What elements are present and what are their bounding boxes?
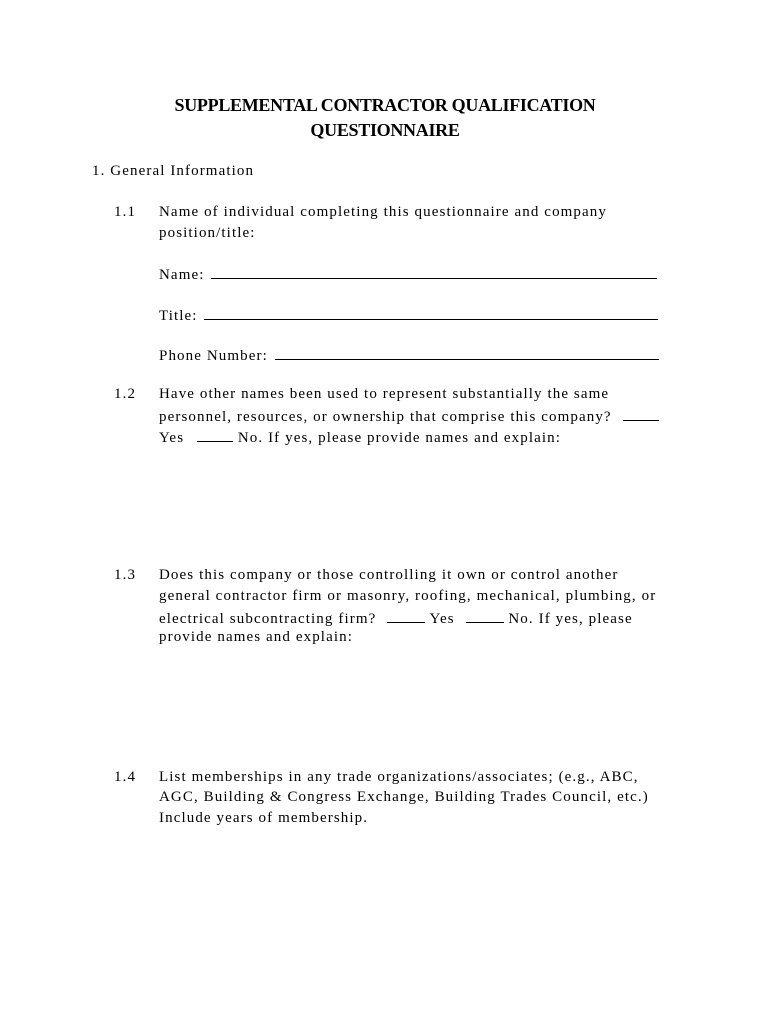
phone-blank-line[interactable] — [275, 345, 659, 360]
document-title-line2: QUESTIONNAIRE — [310, 120, 460, 140]
question-text-line — [159, 406, 659, 426]
question-text-line: general contractor firm or masonry, roofing, mechanical, plumbing, or — [159, 588, 657, 604]
phone-field-row — [159, 345, 659, 365]
question-text-line: Does this company or those controlling it own or control another — [159, 567, 619, 583]
section-heading: 1. General Information — [92, 163, 255, 179]
question-number: 1.4 — [114, 769, 137, 785]
question-number: 1.1 — [114, 204, 137, 220]
question-text-line — [159, 427, 561, 447]
yes-blank-line[interactable] — [387, 608, 425, 623]
question-text-line — [159, 608, 633, 628]
question-text: personnel, resources, or ownership that comprise this company? — [159, 409, 612, 425]
question-text-line: Name of individual completing this questionnaire and company — [159, 204, 607, 220]
title-blank-line[interactable] — [204, 305, 658, 320]
name-blank-line[interactable] — [211, 264, 657, 279]
no-blank-line[interactable] — [197, 427, 233, 442]
question-text: electrical subcontracting firm? — [159, 611, 377, 627]
question-text-line: Include years of membership. — [159, 810, 369, 826]
question-text-line: position/title: — [159, 225, 256, 241]
no-label-explain: No. If yes, please provide names and explain: — [237, 430, 562, 446]
question-number: 1.2 — [114, 386, 137, 402]
no-label-explain: No. If yes, please — [508, 611, 633, 627]
title-label: Title: — [159, 308, 198, 324]
question-number: 1.3 — [114, 567, 137, 583]
title-field-row — [159, 305, 658, 325]
name-label: Name: — [159, 267, 205, 283]
question-text-line: AGC, Building & Congress Exchange, Building Trades Council, etc.) — [159, 789, 649, 805]
question-text-line: List memberships in any trade organizations/associates; (e.g., ABC, — [159, 769, 639, 785]
document-title-line1: SUPPLEMENTAL CONTRACTOR QUALIFICATION — [174, 95, 596, 115]
yes-label: Yes — [159, 430, 185, 446]
yes-label: Yes — [429, 611, 455, 627]
yes-blank-line[interactable] — [623, 406, 659, 421]
question-text-line: provide names and explain: — [159, 629, 353, 645]
name-field-row — [159, 264, 657, 284]
question-text-line: Have other names been used to represent substantially the same — [159, 386, 610, 402]
phone-label: Phone Number: — [159, 348, 268, 364]
no-blank-line[interactable] — [466, 608, 504, 623]
